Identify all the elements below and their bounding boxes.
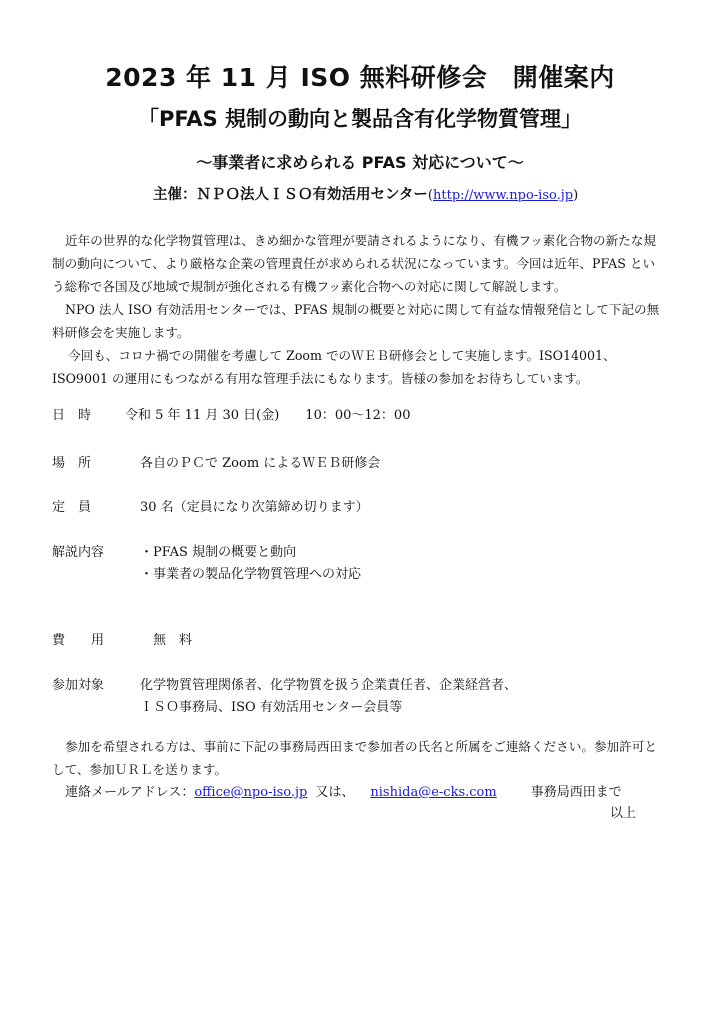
content-item: ・PFAS 規制の概要と動向 xyxy=(140,545,297,560)
content-item: ・事業者の製品化学物質管理への対応 xyxy=(140,567,362,582)
url-open-paren: ( xyxy=(427,188,433,203)
target-line-1: 化学物質管理関係者、化学物質を扱う企業責任者、企業経営者、 xyxy=(140,678,518,693)
organizer-line xyxy=(153,183,578,204)
target-label: 参加対象 xyxy=(52,678,105,693)
contact-suffix: 事務局西田まで xyxy=(530,785,622,800)
contact-line xyxy=(65,781,622,800)
contact-paragraph: 参加を希望される方は、事前に下記の事務局西田まで参加者の氏名と所属をご連絡ください。参加許可として、参加ＵＲＬを送ります。 xyxy=(52,739,657,777)
intro-paragraph-2: NPO 法人 ISO 有効活用センターでは、PFAS 規制の概要と対応に関して有益な情報発信として下記の無料研修会を実施します。 xyxy=(52,302,660,340)
organizer-url-link[interactable]: http://www.npo-iso.jp xyxy=(433,188,574,203)
end-mark: 以上 xyxy=(610,806,637,821)
date-value: 令和 5 年 11 月 30 日(金) 10：00～12：00 xyxy=(125,408,411,423)
place-label: 場 所 xyxy=(52,456,92,471)
intro-paragraph-1: 近年の世界的な化学物質管理は、きめ細かな管理が要請されるようになり、有機フッ素化合物の新たな規制の動向について、より厳格な企業の管理責任が求められる状況になっています。今回は近年、PFAS という総称で各国及び地域で規制が強化される有機フッ素化合物への対応に関して解説します。 xyxy=(52,233,657,294)
content-label: 解説内容 xyxy=(52,545,105,560)
capacity-label: 定 員 xyxy=(52,500,92,515)
or-separator: 又は、 xyxy=(315,785,355,800)
url-close-paren: ) xyxy=(573,188,579,203)
email-nishida-link[interactable]: nishida@e-cks.com xyxy=(370,785,497,800)
intro-paragraph-3: 今回も、コロナ禍での開催を考慮して Zoom でのＷＥＢ研修会として実施します。ISO14001、ISO9001 の運用にもつながる有用な管理手法にもなります。皆様の参加をお待ちしています。 xyxy=(52,348,616,386)
page-title: 2023 年 11 月 ISO 無料研修会 開催案内 xyxy=(105,63,615,92)
capacity-value: 30 名（定員になり次第締め切ります） xyxy=(140,500,369,515)
organizer-label: 主催：ＮＰＯ法人ＩＳＯ有効活用センター xyxy=(153,187,428,203)
fee-label: 費 用 xyxy=(52,633,105,648)
target-line-2: ＩＳＯ事務局、ISO 有効活用センター会員等 xyxy=(140,700,403,715)
fee-value: 無 料 xyxy=(153,633,193,648)
date-label: 日 時 xyxy=(52,408,92,423)
seminar-subheading: ～事業者に求められる PFAS 対応について～ xyxy=(196,153,524,172)
mail-label: 連絡メールアドレス： xyxy=(65,785,195,800)
email-office-link[interactable]: office@npo-iso.jp xyxy=(194,785,308,800)
place-value: 各自のＰＣで Zoom によるＷＥＢ研修会 xyxy=(140,456,381,471)
seminar-subtitle: 「PFAS 規制の動向と製品含有化学物質管理」 xyxy=(137,107,582,131)
